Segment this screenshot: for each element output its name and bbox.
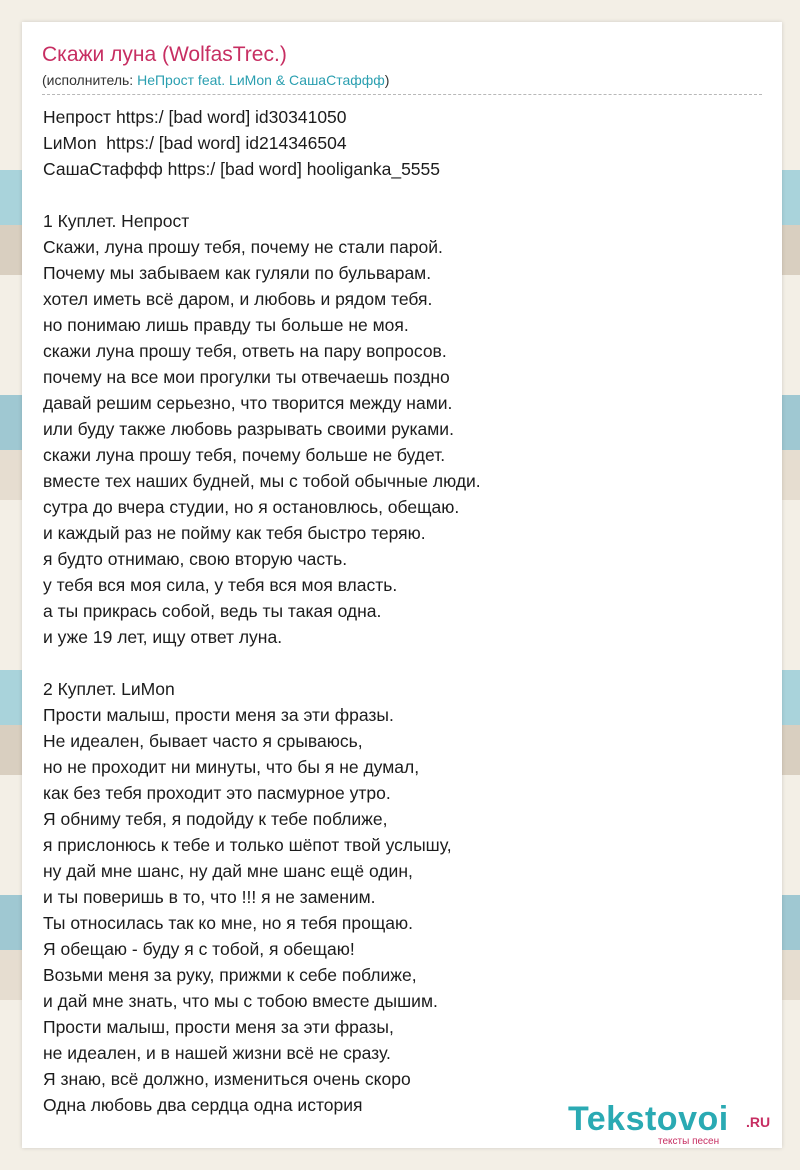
lyric-line: как без тебя проходит это пасмурное утро. [43, 783, 391, 803]
song-title: Скажи луна (WolfasTrec.) [42, 43, 287, 66]
artist-prefix: (исполнитель: [42, 72, 138, 88]
lyric-line: LиMon https:/ [bad word] id214346504 [43, 133, 347, 153]
lyric-line: и каждый раз не пойму как тебя быстро теряю. [43, 523, 426, 543]
logo-name: Tekstovoi [568, 1100, 729, 1138]
lyric-line: я прислонюсь к тебе и только шёпот твой услышу, [43, 835, 452, 855]
lyric-line: почему на все мои прогулки ты отвечаешь поздно [43, 367, 450, 387]
lyric-line: давай решим серьезно, что творится между нами. [43, 393, 453, 413]
artist-suffix: ) [384, 72, 390, 88]
lyric-line: ну дай мне шанс, ну дай мне шанс ещё один, [43, 861, 413, 881]
lyric-line: Одна любовь два сердца одна история [43, 1095, 363, 1115]
lyric-line: 1 Куплет. Непрост [43, 211, 190, 231]
lyric-line: Прости малыш, прости меня за эти фразы, [43, 1017, 394, 1037]
lyric-line: скажи луна прошу тебя, почему больше не будет. [43, 445, 446, 465]
lyric-line: Почему мы забываем как гуляли по бульварам. [43, 263, 432, 283]
lyric-line: Прости малыш, прости меня за эти фразы. [43, 705, 394, 725]
lyric-line [43, 650, 743, 676]
lyric-line: Я знаю, всё должно, измениться очень скоро [43, 1069, 411, 1089]
lyric-line: вместе тех наших будней, мы с тобой обычные люди. [43, 471, 481, 491]
logo-tagline: тексты песен [658, 1136, 720, 1147]
lyric-line: а ты прикрась собой, ведь ты такая одна. [43, 601, 382, 621]
lyric-line: но не проходит ни минуты, что бы я не думал, [43, 757, 420, 777]
artist-line [42, 71, 389, 89]
lyric-line: Скажи, луна прошу тебя, почему не стали парой. [43, 237, 443, 257]
lyric-line: или буду также любовь разрывать своими руками. [43, 419, 454, 439]
tekstovoi-logo[interactable] [568, 1100, 778, 1147]
lyric-line: 2 Куплет. LиMon [43, 679, 175, 699]
logo-tld: .RU [746, 1114, 771, 1130]
lyric-line: Я обниму тебя, я подойду к тебе поближе, [43, 809, 388, 829]
lyric-line: и дай мне знать, что мы с тобою вместе дышим. [43, 991, 438, 1011]
lyric-line: не идеален, и в нашей жизни всё не сразу. [43, 1043, 391, 1063]
divider [42, 94, 762, 95]
lyric-line [43, 182, 743, 208]
lyric-line: Я обещаю - буду я с тобой, я обещаю! [43, 939, 355, 959]
lyric-line: Ты относилась так ко мне, но я тебя прощаю. [43, 913, 413, 933]
lyric-line: Возьми меня за руку, прижми к себе поближе, [43, 965, 417, 985]
lyric-line: я будто отнимаю, свою вторую часть. [43, 549, 348, 569]
lyrics-card [22, 22, 782, 1148]
lyric-line: хотел иметь всё даром, и любовь и рядом тебя. [43, 289, 433, 309]
lyric-line: СашаСтаффф https:/ [bad word] hooliganka_5555 [43, 159, 441, 179]
lyric-line: скажи луна прошу тебя, ответь на пару вопросов. [43, 341, 447, 361]
lyrics-text [43, 104, 743, 1118]
lyric-line: сутра до вчера студии, но я остановлюсь, обещаю. [43, 497, 460, 517]
lyric-line: но понимаю лишь правду ты больше не моя. [43, 315, 409, 335]
lyric-line: Непрост https:/ [bad word] id30341050 [43, 107, 347, 127]
artist-link[interactable]: НеПрост feat. LиMon & СашаСтаффф [137, 72, 385, 88]
lyric-line: и уже 19 лет, ищу ответ луна. [43, 627, 283, 647]
lyric-line: и ты поверишь в то, что !!! я не заменим. [43, 887, 376, 907]
lyric-line: Не идеален, бывает часто я срываюсь, [43, 731, 363, 751]
lyric-line: у тебя вся моя сила, у тебя вся моя власть. [43, 575, 398, 595]
